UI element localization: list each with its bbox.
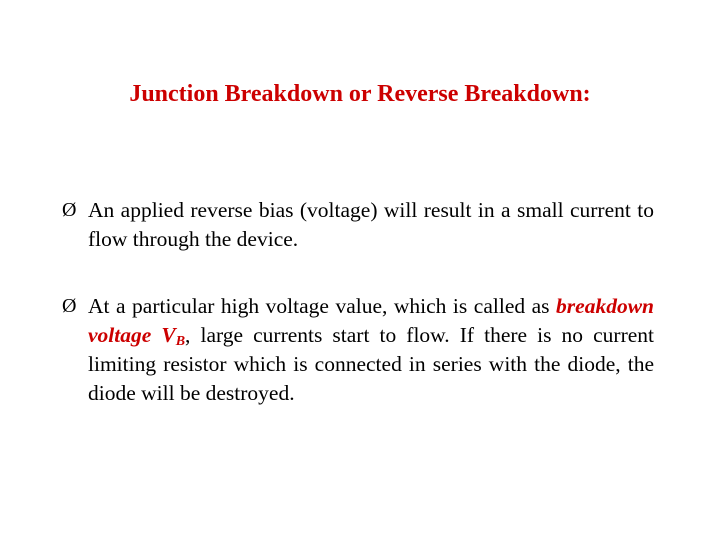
bullet-list xyxy=(62,196,654,408)
bullet-item-breakdown-voltage xyxy=(62,292,654,408)
breakdown-voltage-text: breakdown voltage V xyxy=(88,294,654,347)
bullet-item-reverse-bias xyxy=(62,196,654,254)
slide-title: Junction Breakdown or Reverse Breakdown: xyxy=(129,81,591,107)
breakdown-voltage-subscript: B xyxy=(175,334,186,349)
bullet-text-after: , large currents start to flow. If there is no current limiting resistor which is connected in series with the diode, the diode will be destroyed. xyxy=(88,323,654,405)
arrow-bullet-icon: Ø xyxy=(62,199,77,221)
arrow-bullet-icon: Ø xyxy=(62,295,77,317)
bullet-text: An applied reverse bias (voltage) will result in a small current to flow through the device. xyxy=(88,198,654,251)
bullet-text-before: At a particular high voltage value, which is called as xyxy=(88,294,557,318)
